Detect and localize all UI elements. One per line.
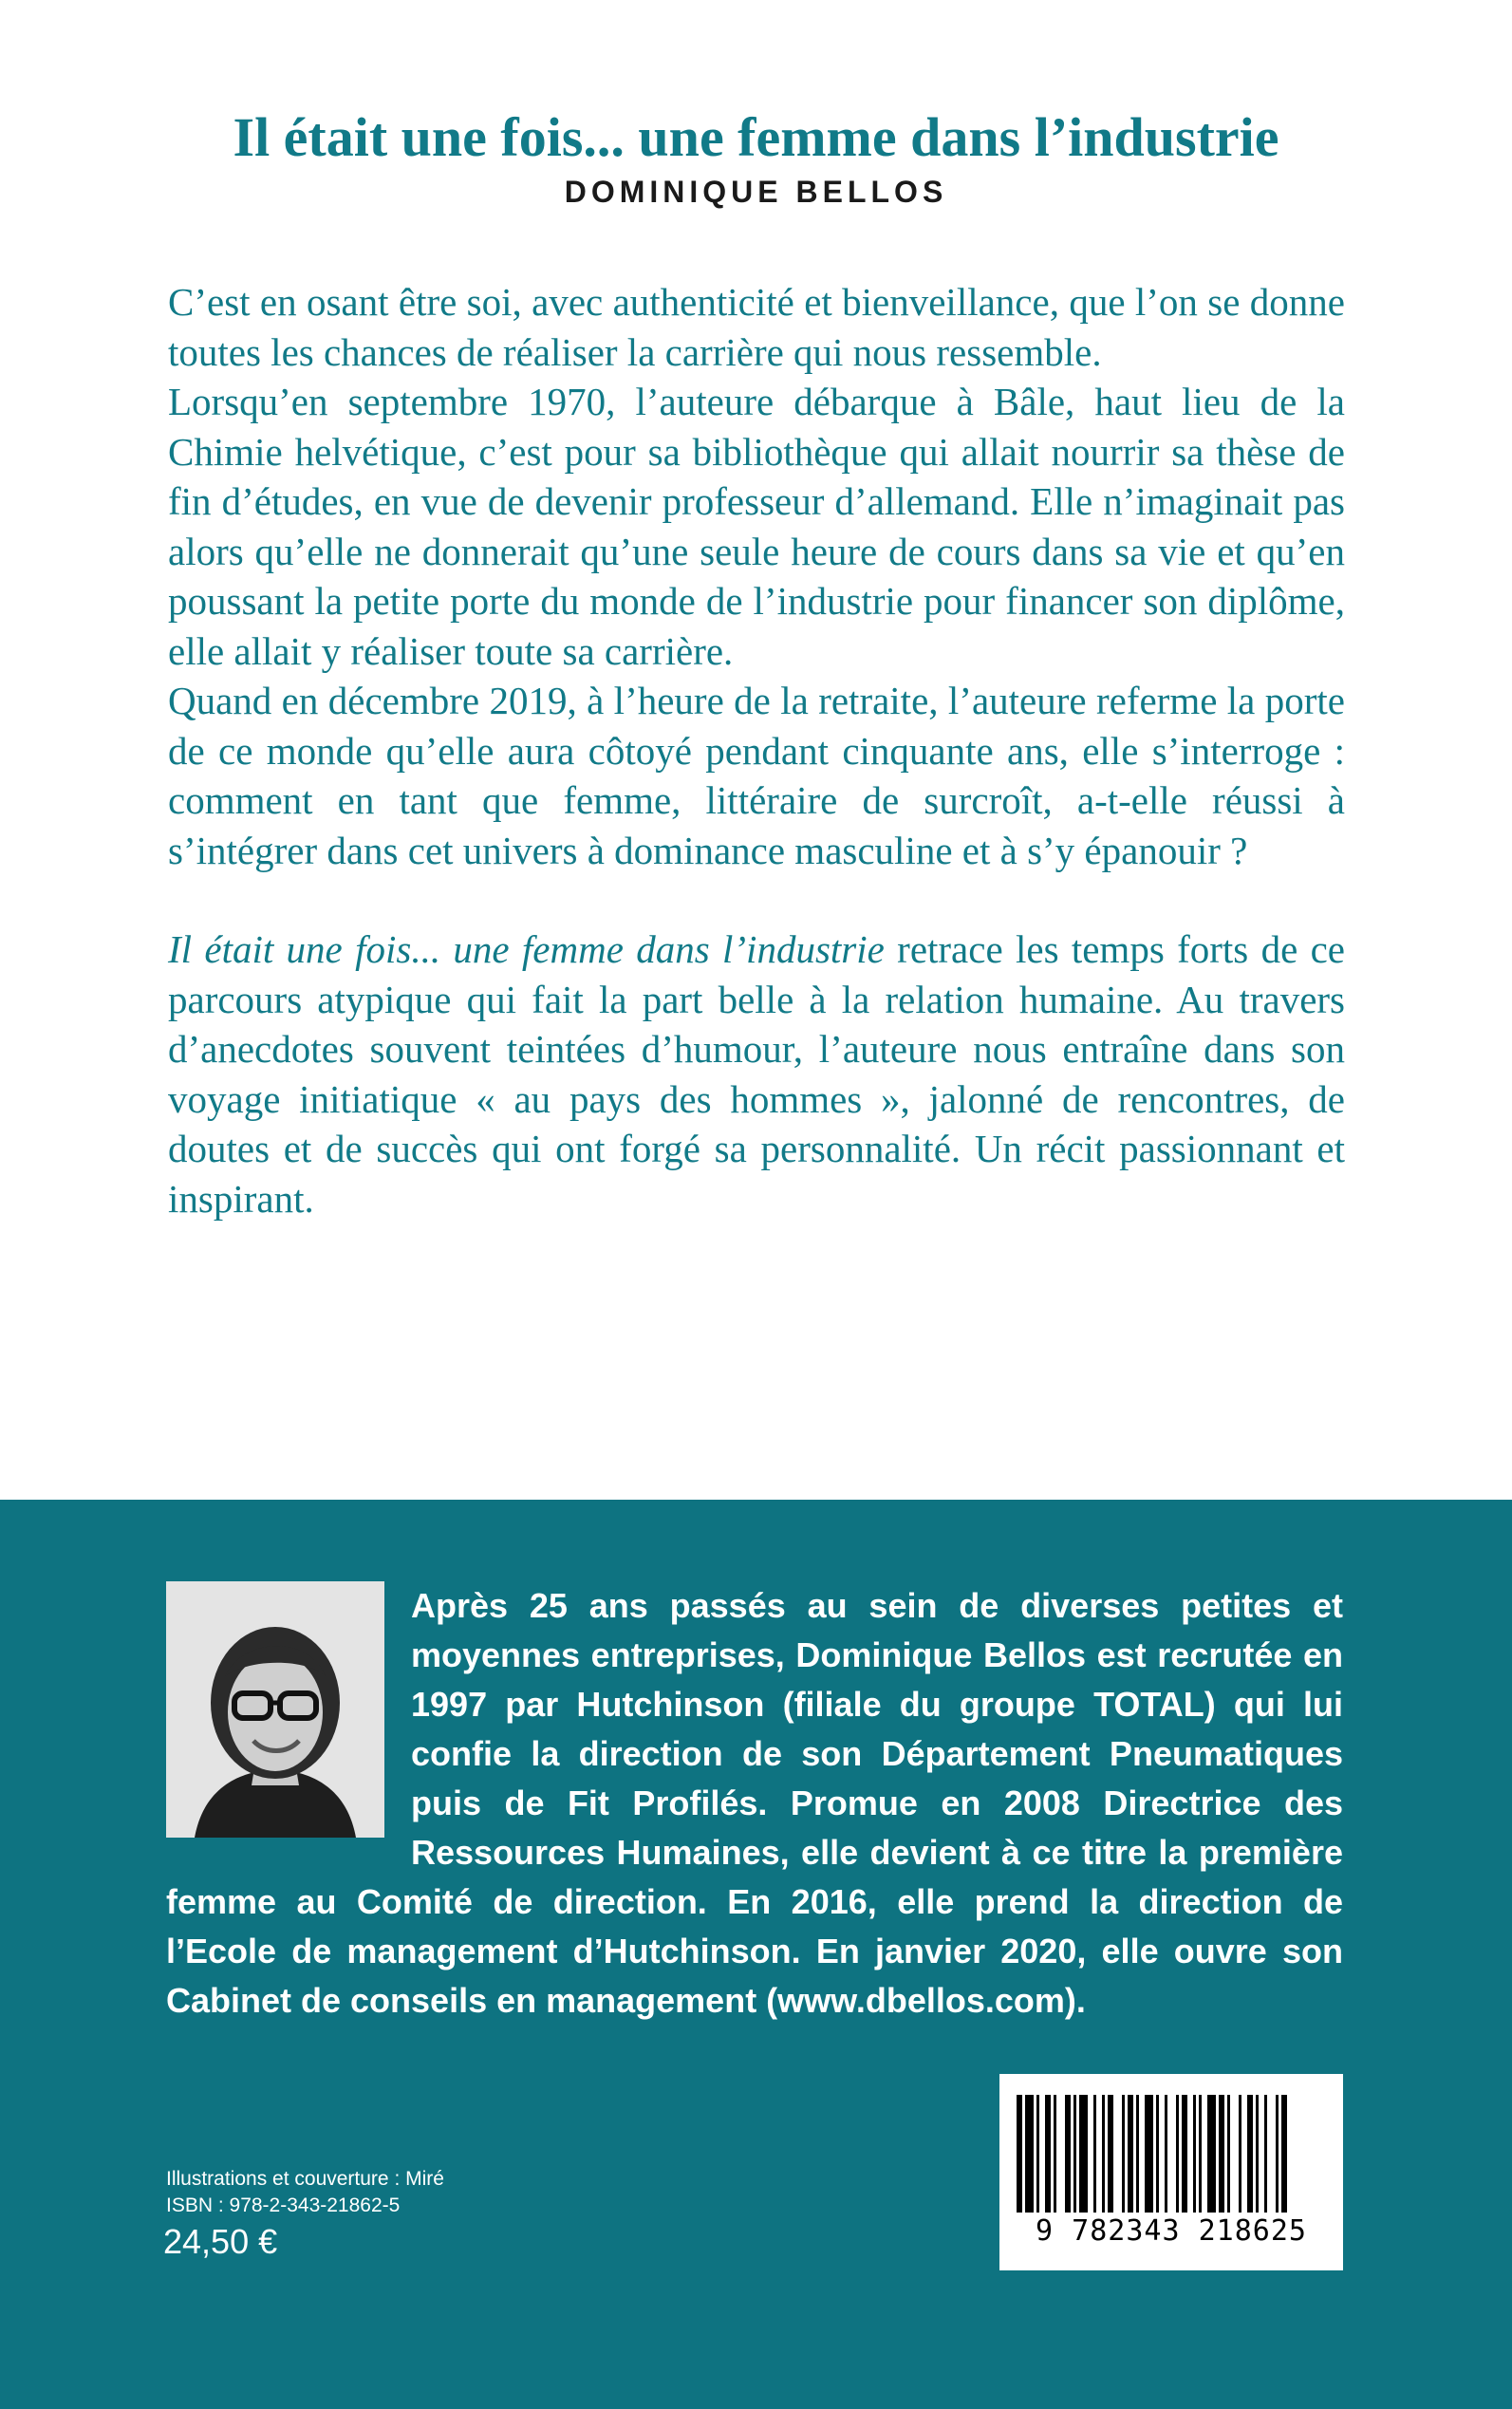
book-price: 24,50 € — [163, 2222, 278, 2261]
book-title: Il était une fois... une femme dans l’industrie — [233, 106, 1279, 168]
author-biography — [166, 1581, 1343, 2026]
blurb-paragraph-4-text: retrace les temps forts de ce parcours atypique qui fait la part belle à la relation humaine. Au travers d’anecdotes souvent teintées d’humour, l’auteure nous entraîne dans son voyage initiatique « au pays des hommes », jalonné de rencontres, de doutes et de succès qui ont forgé sa personnalité. Un récit passionnant et inspirant. — [168, 927, 1345, 1221]
blurb-paragraph-2: Lorsqu’en septembre 1970, l’auteure débarque à Bâle, haut lieu de la Chimie helvétique, c’est pour sa bibliothèque qui allait nourrir sa thèse de fin d’études, en vue de devenir professeur d’allemand. Elle n’imaginait pas alors qu’elle ne donnerait qu’une seule heure de cours dans sa vie et qu’en poussant la petite porte du monde de l’industrie pour financer son diplôme, elle allait y réaliser toute sa carrière. — [168, 380, 1345, 673]
author-name: DOMINIQUE BELLOS — [564, 175, 948, 209]
barcode-bars-icon — [1017, 2095, 1326, 2213]
illustrations-credit: Illustrations et couverture : Miré — [166, 2168, 444, 2190]
barcode-label — [999, 2074, 1343, 2270]
barcode-digits: 9 782343 218625 — [1036, 2214, 1307, 2248]
publication-credits — [166, 2166, 444, 2219]
blurb-paragraph-1: C’est en osant être soi, avec authenticité et bienveillance, que l’on se donne toutes les chances de réaliser la carrière qui nous ressemble. — [168, 280, 1345, 374]
isbn-number: ISBN : 978-2-343-21862-5 — [166, 2194, 401, 2216]
blurb-paragraph-3: Quand en décembre 2019, à l’heure de la retraite, l’auteure referme la porte de ce monde qu’elle aura côtoyé pendant cinquante ans, elle s’interroge : comment en tant que femme, littéraire de surcroît, a-t-elle réussi à s’intégrer dans cet univers à dominance masculine et à s’y épanouir ? — [168, 679, 1345, 872]
blurb-title-italic: Il était une fois... une femme dans l’industrie — [168, 927, 885, 971]
blurb-paragraph-4 — [168, 924, 1345, 1223]
portrait-text-wrap-spacer — [166, 1581, 411, 1872]
back-cover-blurb — [168, 277, 1345, 1223]
author-biography-text: Après 25 ans passés au sein de diverses petites et moyennes entreprises, Dominique Bellos est recrutée en 1997 par Hutchinson (filiale du groupe TOTAL) qui lui confie la direction de son Département Pneumatiques puis de Fit Profilés. Promue en 2008 Directrice des Ressources Humaines, elle devient à ce titre la première femme au Comité de direction. En 2016, elle prend la direction de l’Ecole de management d’Hutchinson. En janvier 2020, elle ouvre son Cabinet de conseils en management (www.dbellos.com). — [166, 1586, 1343, 2020]
